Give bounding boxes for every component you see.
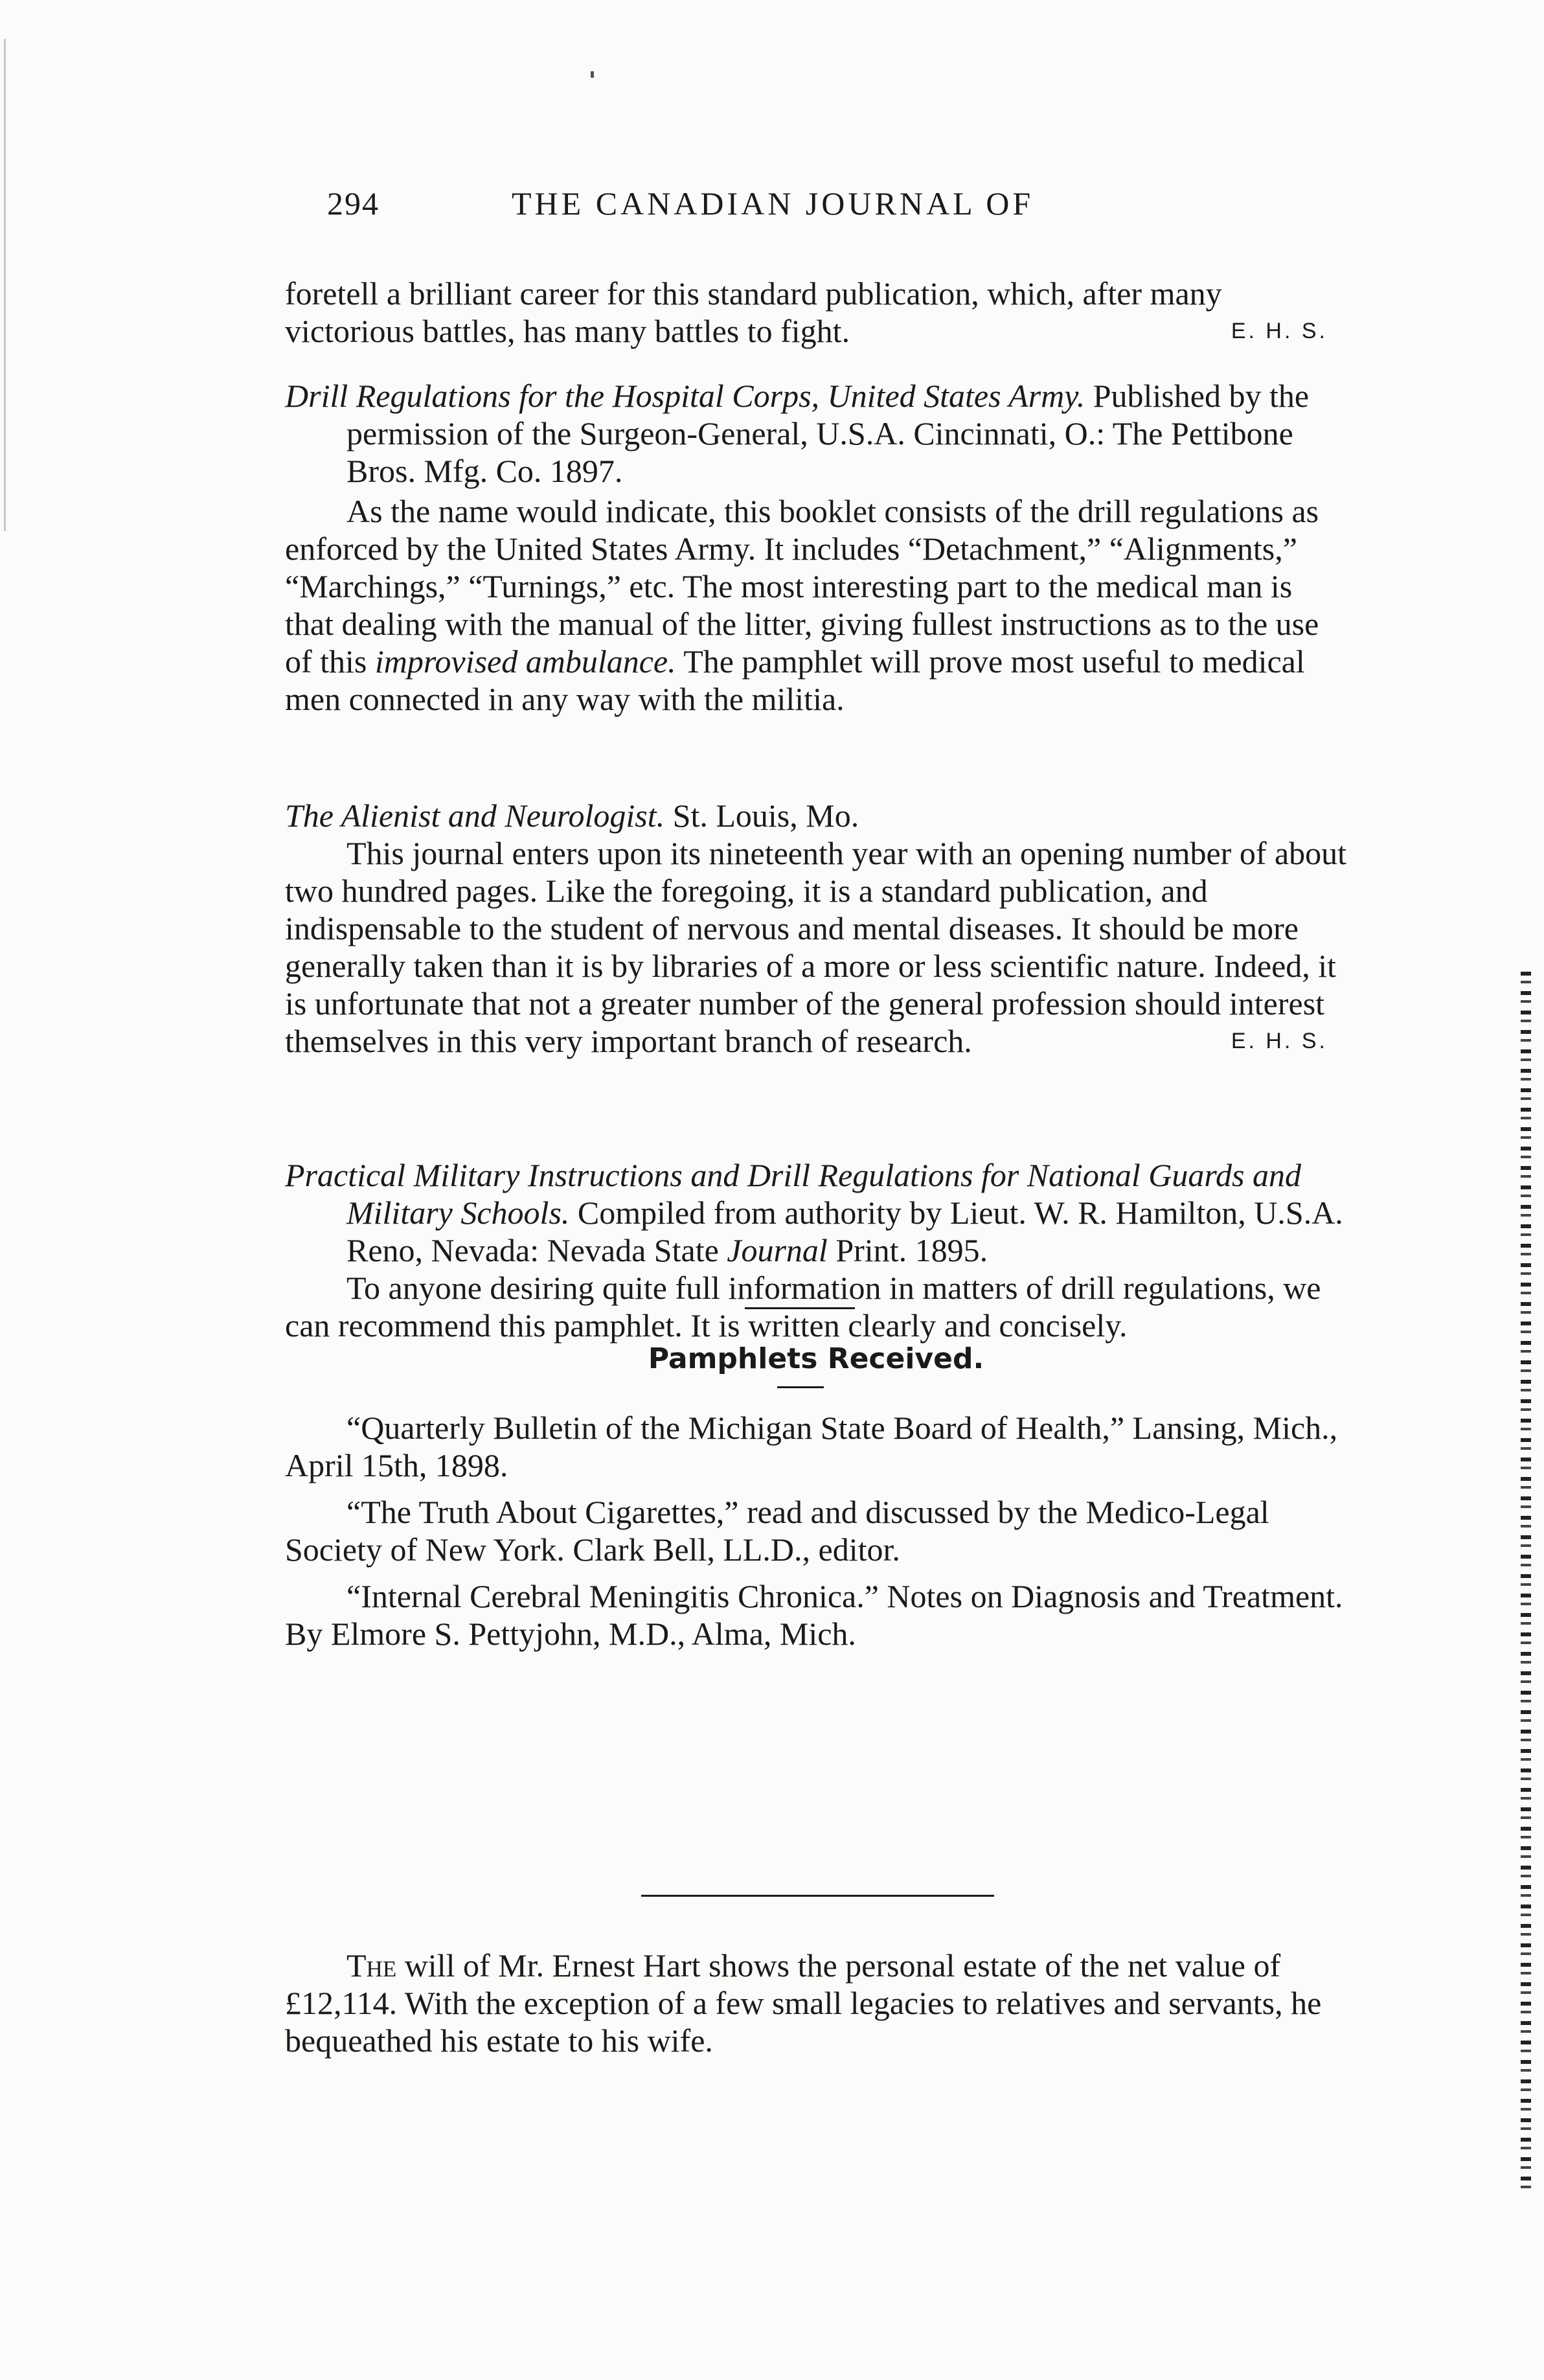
review3-details-b: Print. 1895.	[827, 1232, 988, 1268]
review-alienist	[285, 797, 1347, 1060]
review1-details: Published by the permission of the Surgeon-General, U.S.A. Cincinnati, O.: The Pettibone Bros. Mfg. Co. 1897.	[346, 378, 1310, 489]
review3-details-italic: Journal	[727, 1232, 828, 1268]
review2-title: The Alienist and Neurologist.	[285, 797, 665, 834]
review3-body: To anyone desiring quite full information in matters of drill regulations, we can recommend this pamphlet. It is written clearly and concisely.	[285, 1270, 1321, 1344]
review2-body-paragraph	[285, 834, 1347, 1060]
running-head	[0, 185, 1544, 230]
scan-edge-left	[4, 39, 6, 531]
review1-body-italic: improvised ambulance.	[374, 643, 676, 680]
pamphlet-item: “The Truth About Cigarettes,” read and discussed by the Medico-Legal Society of New York. Clark Bell, LL.D., editor.	[285, 1494, 1269, 1568]
scan-speck	[591, 71, 594, 78]
heading-divider	[777, 1386, 824, 1388]
page-number: 294	[327, 185, 380, 222]
intro-signature: E. H. S.	[1231, 319, 1328, 343]
closing-lead: The	[346, 1947, 397, 1984]
pamphlet-item: “Internal Cerebral Meningitis Chronica.” Notes on Diagnosis and Treatment. By Elmore S. Pettyjohn, M.D., Alma, Mich.	[285, 1578, 1343, 1652]
review1-body-start: As the name would indicate, this booklet consists of the drill regulations as enforced by the United States Army. It includes “Detachment,” “Alignments,” “Marchings,” “Turnings,” etc. The most interesting part to the medical man is that dealing with the manual of the litter, giving fullest instructions as to the use of this	[285, 493, 1319, 680]
review3-details-a: Compiled from authority by Lieut. W. R. Hamilton, U.S.A. Reno, Nevada: Nevada State	[346, 1195, 1343, 1268]
closing-divider	[641, 1895, 994, 1897]
review1-body-end: The pamphlet will prove most useful to medical men connected in any way with the militia.	[285, 643, 1305, 717]
pamphlet-item: “Quarterly Bulletin of the Michigan State Board of Health,” Lansing, Mich., April 15th, 1898.	[285, 1410, 1338, 1483]
pamphlets-heading: Pamphlets Received.	[648, 1342, 984, 1375]
review2-signature: E. H. S.	[1231, 1029, 1328, 1053]
intro-paragraph	[285, 275, 1347, 350]
review-hospital-corps	[285, 377, 1347, 718]
closing-text: will of Mr. Ernest Hart shows the personal estate of the net value of £12,114. With the exception of a few small legacies to relatives and servants, he bequeathed his estate to his wife.	[285, 1947, 1322, 2059]
closing-note	[285, 1947, 1347, 2059]
section-divider	[745, 1307, 855, 1309]
review2-body: This journal enters upon its nineteenth year with an opening number of about two hundred pages. Like the foregoing, it is a standard publication, and indispensable to the student of nervous and mental diseases. It should be more generally taken than it is by libraries of a more or less scientific nature. Indeed, it is unfortunate that not a greater number of the general profession should interest themselves in this very important branch of research.	[285, 835, 1347, 1059]
review2-place: St. Louis, Mo.	[672, 797, 859, 834]
review1-body	[285, 492, 1347, 718]
pamphlets-list	[285, 1409, 1347, 1653]
review3-title: Practical Military Instructions and Drill Regulations for National Guards and Military Schools.	[285, 1157, 1301, 1231]
scan-edge-right	[1521, 972, 1531, 2190]
intro-text: foretell a brilliant career for this standard publication, which, after many victorious battles, has many battles to fight.	[285, 275, 1222, 349]
journal-title: THE CANADIAN JOURNAL OF	[512, 185, 1034, 222]
review1-title: Drill Regulations for the Hospital Corps, United States Army.	[285, 378, 1085, 414]
review-military-instructions	[285, 1156, 1347, 1344]
